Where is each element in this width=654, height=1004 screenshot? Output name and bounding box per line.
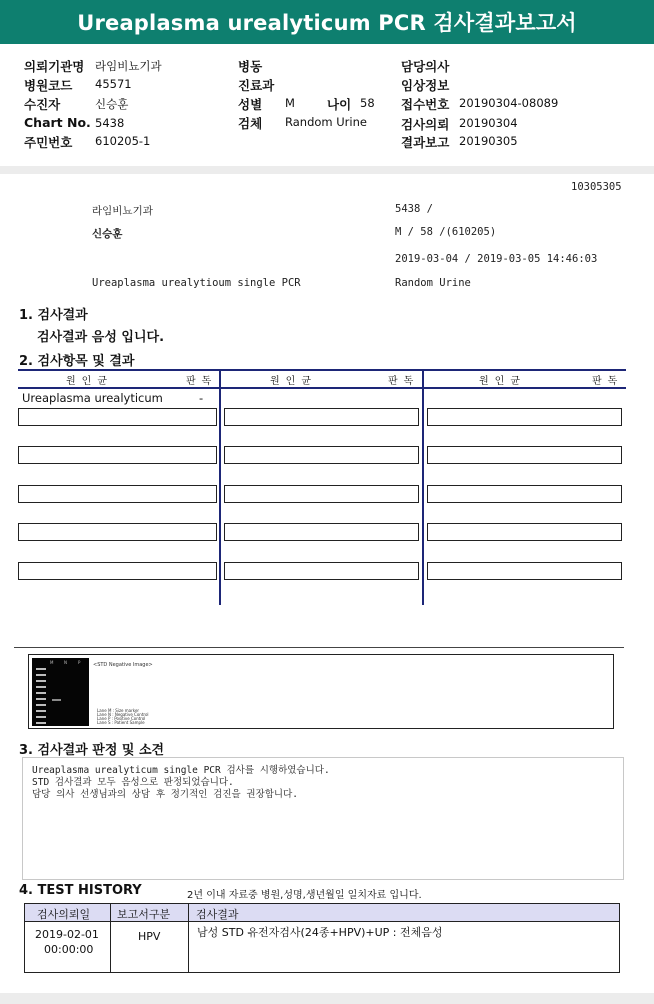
opinion-line: 담당 의사 선생님과의 상담 후 정기적인 검진을 권장합니다. [32,789,299,800]
gel-caption: <STD Negative Image> [93,662,153,668]
receipt-no-value: 20190304-08089 [459,96,559,110]
request-date-label: 검사의뢰 [401,117,450,132]
section2-title: 2. 검사항목 및 결과 [19,354,135,369]
age-value: 58 [360,96,375,110]
history-table-header [25,904,619,922]
organism-result: - [199,391,204,405]
section-separator [14,647,624,648]
result-cell [427,446,622,464]
section1-title: 1. 검사결과 [19,308,88,323]
page-bottom-bar [0,993,654,1004]
dept-label: 진료과 [238,78,275,93]
result-table [18,369,626,605]
history-col-sep [188,904,189,972]
col-organism-2: 원인균 [270,376,317,387]
history-header-type: 보고서구분 [117,908,171,921]
col-organism-1: 원인균 [66,376,113,387]
gel-legend-line: Lane N : Negative Control [97,712,149,717]
gel-legend-line: Lane P : Positive Control [97,716,146,721]
col-judgement-2: 판독 [388,376,420,387]
history-date: 2019-02-01 [35,928,99,941]
lane-label: N [64,660,67,665]
lane-label: P [78,660,81,665]
history-header-result: 검사결과 [196,908,239,921]
table-divider-2 [422,369,424,605]
result-cell [18,408,217,426]
col-judgement-1: 판독 [186,376,218,387]
history-table [24,903,620,973]
result-cell [427,562,622,580]
specimen-label: 검체 [238,116,263,131]
report-specimen: Random Urine [395,277,471,289]
report-dates: 2019-03-04 / 2019-03-05 14:46:03 [395,253,598,265]
marker-band [36,704,46,706]
header-row-chart [24,115,91,130]
report-code: 10305305 [571,181,622,193]
control-band [52,699,61,701]
history-note: 2년 이내 자료중 병원,성명,생년월일 일치자료 입니다. [187,890,422,901]
history-header-date: 검사의뢰일 [37,908,91,921]
result-cell [224,485,419,503]
result-cell [18,562,217,580]
marker-band [36,710,46,712]
result-table-header [18,369,626,389]
gel-image-frame [28,654,614,729]
report-clinic: 라임비뇨기과 [92,205,153,217]
marker-band [36,668,46,670]
specimen-value: Random Urine [285,115,367,129]
gel-legend-line: Lane S : Patient Sample [97,720,145,725]
clinic-label: 의뢰기관명 [24,59,85,74]
result-cell [224,523,419,541]
report-test-name: Ureaplasma urealytioum single PCR [92,277,301,289]
age-label: 나이 [327,97,352,112]
section1-result: 검사결과 음성 입니다. [37,330,165,345]
result-cell [427,485,622,503]
result-cell [427,408,622,426]
patient-value: 신승훈 [95,97,129,111]
gel-image [32,658,89,726]
patient-label: 수진자 [24,97,61,112]
resident-no-label: 주민번호 [24,135,73,150]
header-row-patient [24,95,60,113]
header-row-clinic [24,57,84,75]
result-cell [224,408,419,426]
report-date-label: 결과보고 [401,135,450,150]
report-date-value: 20190305 [459,134,518,148]
marker-band [36,674,46,676]
history-col-sep [110,904,111,972]
lane-label: M [50,660,54,665]
chart-no-label: Chart No. [24,115,91,130]
hospital-code-label: 병원코드 [24,78,73,93]
gel-legend-line: Lane M : Size marker [97,708,140,713]
report-header [0,44,654,167]
opinion-line: Ureaplasma urealyticum single PCR 검사를 시행하였습니다. [32,765,330,776]
report-title-bar [0,0,654,44]
request-date-value: 20190304 [459,116,518,130]
report-chart-no: 5438 / [395,203,433,215]
section4-title: 4. TEST HISTORY [19,883,142,898]
doctor-label: 담당의사 [401,59,450,74]
organism-name: Ureaplasma urealyticum [22,391,163,405]
result-cell [18,446,217,464]
report-patient: 신승훈 [92,228,123,240]
ward-label: 병동 [238,59,263,74]
header-divider [0,166,654,174]
marker-band [36,722,46,724]
result-cell [427,523,622,541]
hospital-code-value: 45571 [95,77,132,91]
report-sex-age: M / 58 /(610205) [395,226,497,238]
col-organism-3: 원인균 [479,376,526,387]
section3-title: 3. 검사결과 판정 및 소견 [19,743,165,758]
history-type: HPV [138,930,161,943]
marker-band [36,716,46,718]
opinion-box [22,757,624,880]
history-result: 남성 STD 유전자검사(24종+HPV)+UP : 전체음성 [197,926,443,939]
history-time: 00:00:00 [44,943,94,956]
col-judgement-3: 판독 [592,376,624,387]
clinical-info-label: 임상정보 [401,78,450,93]
opinion-line: STD 검사결과 모두 음성으로 판정되었습니다. [32,777,234,788]
result-cell [18,485,217,503]
marker-band [36,686,46,688]
result-cell [224,446,419,464]
sex-value: M [285,96,295,110]
table-divider-1 [219,369,221,605]
header-row-hospital-code [24,76,72,94]
result-cell [224,562,419,580]
clinic-value: 라임비뇨기과 [95,59,162,73]
marker-band [36,692,46,694]
marker-band [36,680,46,682]
result-cell [18,523,217,541]
receipt-no-label: 접수번호 [401,97,450,112]
resident-no-value: 610205-1 [95,134,151,148]
header-row-resident-no [24,133,72,151]
sex-label: 성별 [238,97,263,112]
report-title: Ureaplasma urealyticum PCR 검사결과보고서 [77,11,577,35]
chart-no-value: 5438 [95,116,125,130]
marker-band [36,698,46,700]
